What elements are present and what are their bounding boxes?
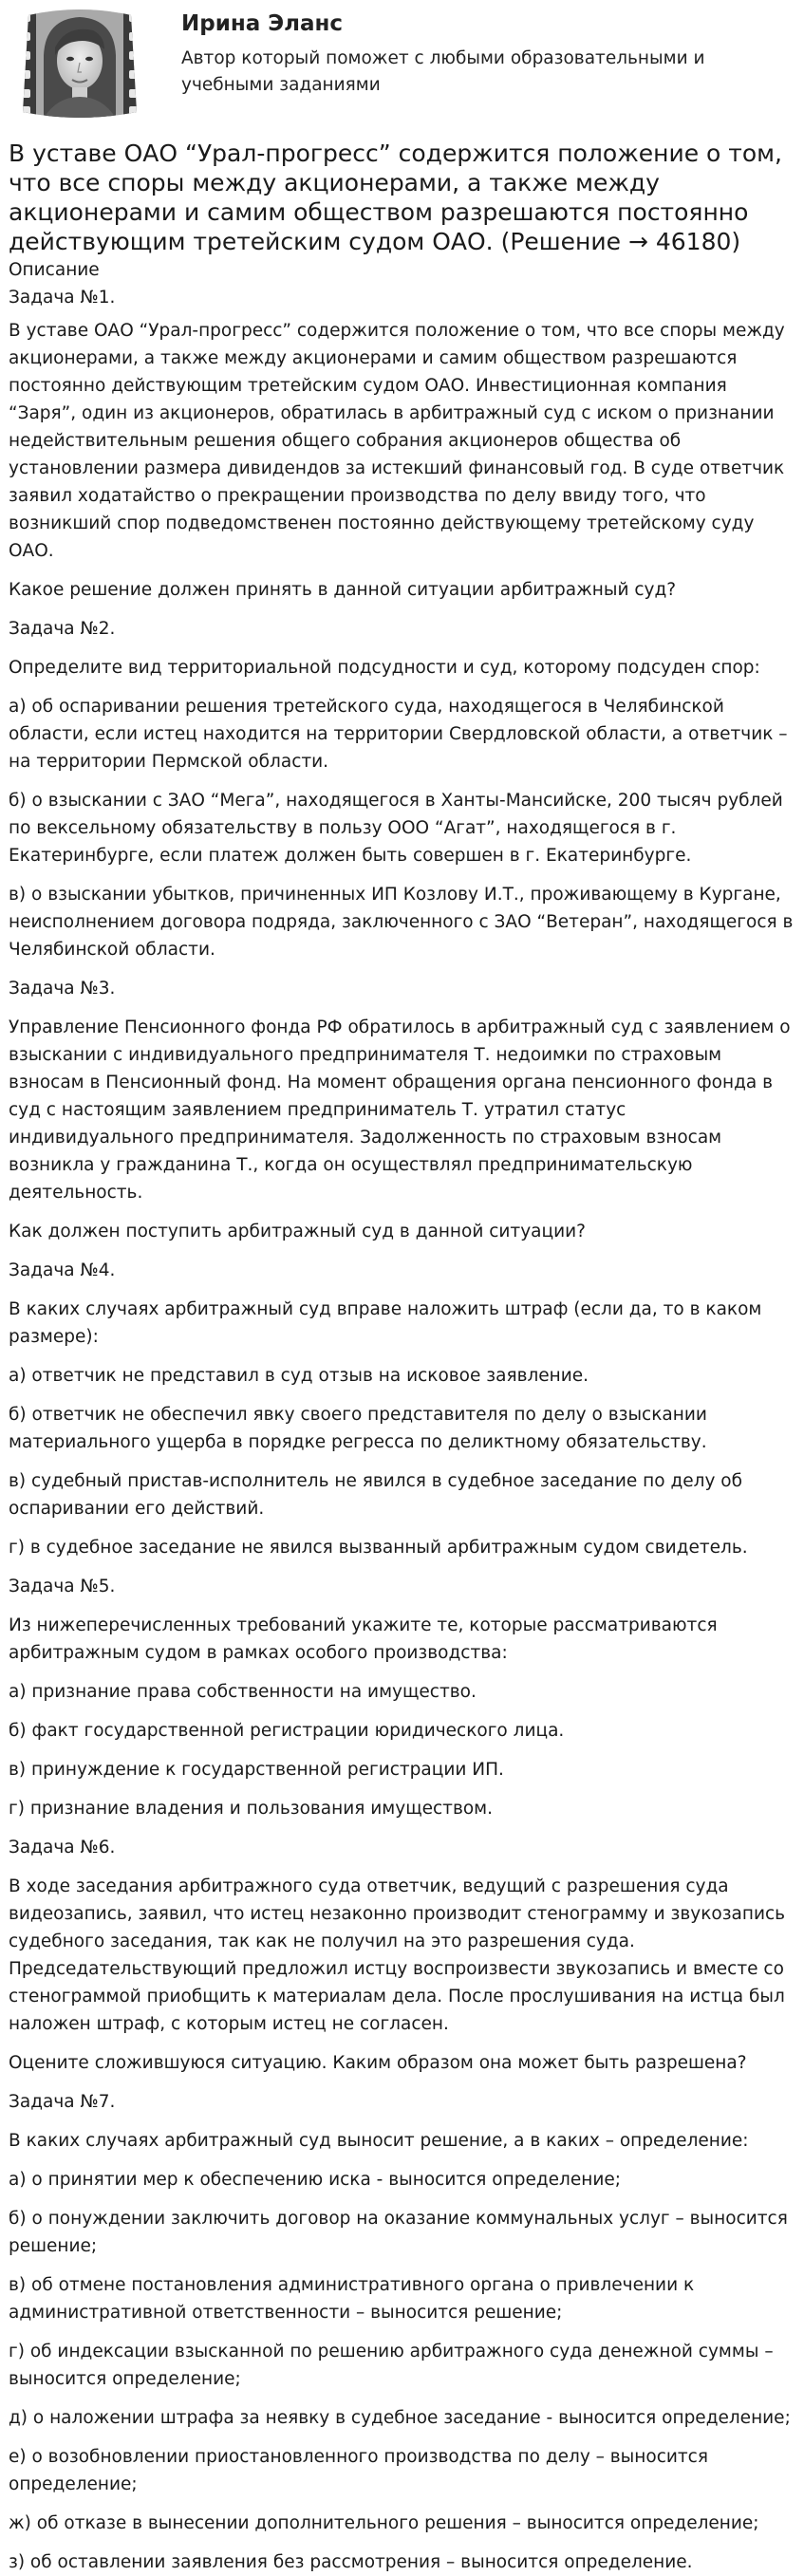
paragraph: Задача №7. <box>9 2092 116 2112</box>
paragraph: Какое решение должен принять в данной ситуации арбитражный суд? <box>9 580 677 600</box>
author-name[interactable]: Ирина Эланс <box>181 11 344 36</box>
paragraph: а) ответчик не представил в суд отзыв на исковое заявление. <box>9 1366 589 1386</box>
paragraph: з) об оставлении заявления без рассмотрения – выносится определение. <box>9 2552 693 2572</box>
paragraph: Задача №2. <box>9 619 116 639</box>
paragraph: д) о наложении штрафа за неявку в судебное заседание - выносится определение; <box>9 2408 791 2428</box>
paragraph: Как должен поступить арбитражный суд в данной ситуации? <box>9 1222 586 1241</box>
paragraph: г) об индексации взысканной по решению арбитражного суда денежной суммы – выносится определение; <box>9 2342 774 2389</box>
paragraph: Задача №6. <box>9 1838 116 1857</box>
author-avatar <box>17 6 142 121</box>
paragraph: е) о возобновлении приостановленного производства по делу – выносится определение; <box>9 2447 708 2494</box>
paragraph: ж) об отказе в вынесении дополнительного решения – выносится определение; <box>9 2513 759 2533</box>
paragraph: г) признание владения и пользования имуществом. <box>9 1799 494 1819</box>
paragraph: Из нижеперечисленных требований укажите те, которые рассматриваются арбитражным судом в рамках особого производства: <box>9 1615 718 1663</box>
paragraph: Задача №3. <box>9 979 116 999</box>
paragraph: г) в судебное заседание не явился вызванный арбитражным судом свидетель. <box>9 1538 748 1558</box>
paragraph: б) ответчик не обеспечил явку своего представителя по делу о взыскании материального ущерба в порядке регресса по деликтному обязательству. <box>9 1405 707 1452</box>
paragraph: в) принуждение к государственной регистрации ИП. <box>9 1760 504 1780</box>
paragraph: а) о принятии мер к обеспечению иска - выносится определение; <box>9 2170 621 2190</box>
paragraph: б) о понуждении заключить договор на оказание коммунальных услуг – выносится решение; <box>9 2209 788 2256</box>
author-header <box>9 0 796 131</box>
paragraph: в) о взыскании убытков, причиненных ИП Козлову И.Т., проживающему в Кургане, неисполнением договора подряда, заключенного с ЗАО “Ветеран”, находящегося в Челябинской области. <box>9 885 794 960</box>
paragraph: в) об отмене постановления административного органа о привлечении к административной ответственности – выносится решение; <box>9 2275 695 2323</box>
author-description: Автор который поможет с любыми образовательными и учебными заданиями <box>181 48 705 95</box>
paragraph: Определите вид территориальной подсудности и суд, которому подсуден спор: <box>9 658 760 678</box>
task-content <box>9 317 796 2576</box>
paragraph: Оцените сложившуюся ситуацию. Каким образом она может быть разрешена? <box>9 2053 747 2073</box>
paragraph: б) факт государственной регистрации юридического лица. <box>9 1721 565 1741</box>
page-title: В уставе ОАО “Урал-прогресс” содержится положение о том, что все споры между акционерами, а также между акционерами и самим обществом разрешаются постоянно действующим третейским судом ОАО. (Решение → 46180) <box>9 140 782 255</box>
paragraph: Управление Пенсионного фонда РФ обратилось в арбитражный суд с заявлением о взыскании с индивидуального предпринимателя Т. недоимки по страховым взносам в Пенсионный фонд. На момент обращения органа пенсионного фонда в суд с настоящим заявлением предприниматель Т. утратил статус индивидуального предпринимателя. Задолженность по страховым взносам возникла у гражданина Т., когда он осуществлял предпринимательскую деятельность. <box>9 1017 791 1203</box>
paragraph: в) судебный пристав-исполнитель не явился в судебное заседание по делу об оспаривании его действий. <box>9 1471 743 1519</box>
paragraph: В каких случаях арбитражный суд выносит решение, а в каких – определение: <box>9 2131 749 2151</box>
paragraph: В ходе заседания арбитражного суда ответчик, ведущий с разрешения суда видеозапись, заявил, что истец незаконно производит стенограмму и звукозапись судебного заседания, так как не получил на это разрешения суда. Председательствующий предложил истцу воспроизвести звукозапись и вместе со стенограммой приобщить к материалам дела. После прослушивания на истца был наложен штраф, с которым истец не согласен. <box>9 1876 786 2034</box>
description-label: Описание <box>9 260 100 280</box>
paragraph: а) об оспаривании решения третейского суда, находящегося в Челябинской области, если истец находится на территории Свердловской области, а ответчик – на территории Пермской области. <box>9 697 788 772</box>
paragraph: Задача №4. <box>9 1260 116 1280</box>
paragraph: б) о взыскании с ЗАО “Мега”, находящегося в Ханты-Мансийске, 200 тысяч рублей по вексельному обязательству в пользу ООО “Агат”, находящегося в г. Екатеринбурге, если платеж должен быть совершен в г. Екатеринбурге. <box>9 791 783 866</box>
paragraph: а) признание права собственности на имущество. <box>9 1682 477 1702</box>
paragraph: Задача №5. <box>9 1577 116 1596</box>
task-1-label: Задача №1. <box>9 288 116 308</box>
paragraph: В каких случаях арбитражный суд вправе наложить штраф (если да, то в каком размере): <box>9 1299 762 1347</box>
paragraph: В уставе ОАО “Урал-прогресс” содержится положение о том, что все споры между акционерами, а также между акционерами и самим обществом разрешаются постоянно действующим третейским судом ОАО. Инвестиционная компания “Заря”, один из акционеров, обратилась в арбитражный суд с иском о признании недействительным решения общего собрания акционеров общества об установлении размера дивидендов за истекший финансовый год. В суде ответчик заявил ходатайство о прекращении производства по делу ввиду того, что возникший спор подведомственен постоянно действующему третейскому суду ОАО. <box>9 321 785 561</box>
